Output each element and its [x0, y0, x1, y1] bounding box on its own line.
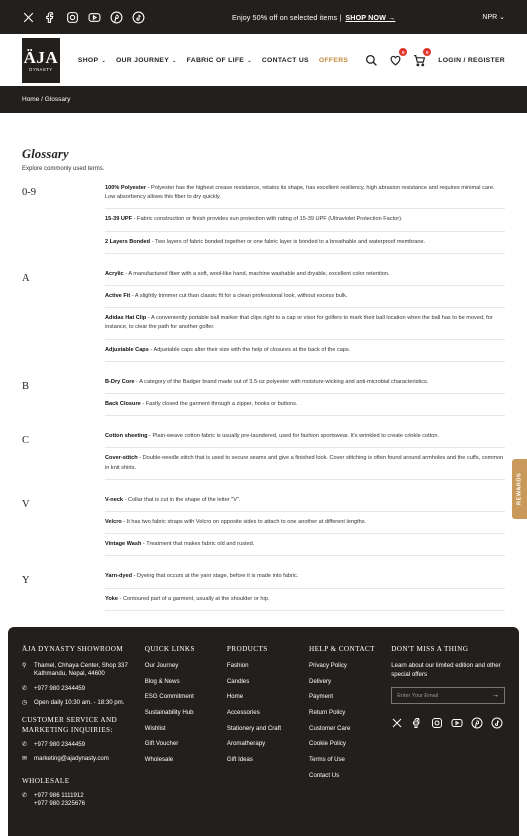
glossary-term	[105, 496, 505, 512]
wholesale-phone-1: +977 986 1111912	[34, 791, 84, 799]
rewards-tab[interactable]: REWARDS	[512, 459, 527, 519]
nav-our-journey[interactable]	[116, 57, 177, 64]
cart-icon	[413, 54, 426, 67]
term-list	[105, 378, 505, 422]
group-letter: V	[22, 498, 30, 510]
term-name: 100% Polyester	[105, 185, 147, 191]
term-description: - Collar that is cut in the shape of the letter "V".	[123, 496, 241, 503]
chevron-down-icon: ⌄	[499, 14, 505, 21]
arrow-right-icon[interactable]: →	[492, 692, 500, 699]
glossary-term	[105, 540, 505, 556]
phone-icon: ✆	[22, 685, 28, 692]
nav-fabric-of-life[interactable]	[187, 57, 252, 64]
search-icon[interactable]	[364, 53, 378, 67]
footer-link[interactable]: Return Policy	[309, 709, 346, 717]
footer-showroom	[22, 645, 145, 836]
term-name: Yoke	[105, 595, 118, 602]
nav-offers[interactable]: OFFERS	[318, 56, 349, 64]
footer-social-links	[391, 716, 505, 734]
glossary-term	[105, 454, 505, 479]
footer-link[interactable]: Cookie Policy	[309, 740, 346, 748]
term-name: 15-39 UPF	[105, 216, 133, 223]
social-links	[22, 11, 145, 24]
glossary-term	[105, 518, 505, 534]
footer-link[interactable]: Aromatherapy	[226, 740, 266, 748]
shop-now-link[interactable]: SHOP NOW →	[345, 12, 396, 22]
term-description: - Adjustable caps alter their size with the help of closures at the back of the caps.	[148, 346, 351, 353]
term-name: Velcro	[105, 519, 122, 526]
instagram-icon[interactable]	[66, 11, 79, 24]
term-name: Adidas Hat Clip	[105, 315, 147, 322]
footer-link[interactable]: Home	[226, 693, 244, 701]
footer-products	[227, 645, 309, 836]
footer-link[interactable]: Sustainability Hub	[144, 709, 194, 717]
group-letter: C	[22, 435, 30, 447]
site-header	[0, 34, 527, 86]
heart-icon	[389, 54, 402, 67]
footer-link[interactable]: Blog & News	[144, 677, 180, 685]
term-name: Back Closure	[105, 401, 141, 408]
term-name: V-neck	[105, 496, 124, 503]
glossary-term	[105, 432, 505, 448]
term-name: Vintage Wash	[105, 541, 142, 548]
tiktok-icon[interactable]	[491, 716, 503, 734]
footer-link[interactable]: Wishlist	[144, 724, 166, 732]
promo-text	[232, 13, 395, 22]
glossary-term	[105, 314, 505, 339]
nav-fabric-of-life-label: FABRIC OF LIFE	[186, 56, 245, 64]
group-letter: B	[22, 380, 30, 392]
footer-link[interactable]: Delivery	[309, 677, 332, 685]
youtube-icon[interactable]	[451, 716, 463, 734]
breadcrumb-text[interactable]: Home / Glossary	[22, 96, 71, 103]
glossary-group	[22, 184, 505, 260]
glossary-group	[22, 496, 505, 563]
cart-count-badge: 0	[423, 48, 431, 56]
header-actions	[364, 49, 505, 67]
footer-help	[309, 645, 391, 836]
footer-link[interactable]: Contact Us	[309, 771, 340, 779]
glossary-term	[105, 215, 505, 231]
footer-newsletter	[391, 645, 505, 836]
page-title: Glossary	[22, 147, 69, 161]
service-heading: CUSTOMER SERVICE AND MARKETING INQUIRIES:	[22, 716, 118, 735]
pinterest-icon[interactable]	[110, 11, 123, 24]
term-name: Cover-stitch	[105, 455, 138, 462]
term-name: Adjustable Caps	[105, 346, 149, 353]
currency-label: NPR	[482, 14, 498, 21]
group-letter: A	[22, 272, 30, 284]
term-description: - Treatment that makes fabric old and rusted.	[141, 541, 255, 548]
term-description: - A slightly trimmer cut than classic fit for a clean professional look, without excess bulk.	[130, 293, 348, 300]
tiktok-icon[interactable]	[132, 11, 145, 24]
term-description: - Fastly closed the garment through a zipper, hooks or buttons.	[140, 401, 298, 408]
footer-link[interactable]: Fashion	[226, 662, 249, 669]
service-phone[interactable]	[22, 741, 145, 749]
x-icon[interactable]	[22, 11, 35, 24]
hours-text: Open daily 10:30 am. - 18:30 pm.	[34, 698, 125, 706]
nav-our-journey-label: OUR JOURNEY	[115, 56, 169, 64]
help-heading: HELP & CONTACT	[309, 645, 375, 653]
glossary-term	[105, 595, 505, 611]
nav-contact-us[interactable]: CONTACT US	[261, 56, 309, 64]
phone-icon: ✆	[22, 792, 28, 799]
term-name: 2 Layers Bonded	[105, 238, 151, 245]
brand-logo[interactable]	[22, 38, 60, 83]
term-name: Cotton sheeting	[105, 433, 148, 440]
nav-shop-label: SHOP	[77, 56, 99, 64]
glossary-term	[105, 270, 505, 286]
term-description: - A category of the Badger brand made out of 3.5-oz polyester with moisture-wicking and anti-microbial characteristics.	[134, 378, 429, 385]
phone-text: +977 980 2344459	[34, 684, 86, 692]
term-name: Yarn-dyed	[105, 573, 133, 580]
term-description: - Fabric construction or finish provides sun protection with rating of 15-39 UPF (Ultraviolet Protection Factor).	[132, 216, 403, 223]
group-letter: 0-9	[22, 187, 36, 198]
address-text: Thamel, Chhaya Center, Shop 337 Kathmandu, Nepal, 44600	[34, 662, 128, 678]
footer-link[interactable]: Wholesale	[144, 756, 174, 764]
glossary-term	[105, 292, 505, 308]
newsletter-text: Learn about our limited edition and other special offers	[391, 662, 501, 678]
newsletter-form	[391, 687, 505, 704]
breadcrumb	[0, 86, 527, 113]
wholesale-heading: WHOLESALE	[22, 776, 70, 785]
term-name: Acrylic	[105, 270, 124, 277]
nav-shop[interactable]	[78, 57, 106, 64]
glossary-term	[105, 184, 505, 209]
footer-link[interactable]: Our Journey	[144, 662, 179, 669]
wishlist-button[interactable]	[388, 49, 405, 67]
wholesale-phones[interactable]	[22, 792, 145, 809]
term-description: - Two layers of fabric bonded together or one fabric layer is bonded to a breathable and waterproof membrane.	[150, 238, 426, 245]
glossary-term	[105, 378, 505, 394]
site-footer	[8, 627, 519, 836]
location-pin-icon: ⚲	[22, 663, 27, 669]
showroom-address	[22, 662, 145, 679]
footer-link[interactable]: Terms of Use	[309, 756, 345, 764]
term-name: Active Fit	[105, 293, 131, 300]
footer-link[interactable]: Privacy Policy	[309, 662, 347, 669]
glossary-term	[105, 346, 505, 362]
showroom-heading: ÄJA DYNASTY SHOWROOM	[22, 645, 124, 653]
footer-link[interactable]: Gift Ideas	[226, 756, 253, 764]
footer-link[interactable]: Stationery and Craft	[226, 724, 282, 732]
term-description: - Double-needle stitch that is used to secure seams and give a finished look. Cover stitching is often found around armholes and the cuffs, common in knit shirts.	[105, 455, 504, 471]
showroom-phone[interactable]	[22, 685, 145, 693]
group-letter: Y	[22, 575, 30, 587]
term-list	[105, 432, 505, 486]
instagram-icon[interactable]	[431, 716, 443, 734]
term-description: - Plain-weave cotton fabric is usually pre-laundered, used for fashion sportswear. It's wrinkled to create crinkle cotton.	[147, 433, 440, 440]
wholesale-phone-2: +977 980 2325676	[34, 800, 86, 808]
email-input[interactable]	[397, 693, 477, 699]
wishlist-count-badge: 0	[399, 48, 407, 56]
x-icon[interactable]	[391, 716, 403, 734]
logo-wordmark: ÄJA	[23, 47, 59, 67]
term-list	[105, 184, 505, 260]
term-name: B-Dry Core	[105, 378, 135, 385]
glossary-term	[105, 400, 505, 416]
wholesale-phone-list	[34, 792, 85, 809]
mail-icon: ✉	[22, 756, 28, 763]
term-description: - A conveniently portable ball marker that clips right to a cap or visor for golfers to mark their ball location when the ball has to be moved, for instance, to clear the path for another golfer.	[105, 315, 493, 331]
footer-link[interactable]: Candles	[226, 677, 250, 685]
products-heading: PRODUCTS	[226, 645, 268, 653]
footer-link[interactable]: Gift Voucher	[144, 740, 179, 748]
facebook-icon[interactable]	[44, 11, 57, 24]
glossary-group	[22, 378, 505, 422]
term-list	[105, 572, 505, 616]
term-description: - It has two fabric straps with Velcro on opposite sides to attach to one another at different lengths.	[121, 519, 367, 526]
glossary-group	[22, 432, 505, 486]
promo-message: Enjoy 50% off on selected items |	[231, 12, 342, 22]
service-phone-text: +977 980 2344459	[34, 741, 86, 749]
login-register-link[interactable]: LOGIN / REGISTER	[438, 56, 505, 64]
term-list	[105, 496, 505, 563]
service-email[interactable]	[22, 755, 145, 763]
glossary-term	[105, 238, 505, 254]
main-nav	[78, 57, 348, 64]
glossary-groups	[22, 184, 505, 617]
announcement-bar	[0, 0, 527, 34]
showroom-hours	[22, 699, 145, 707]
page-subtitle: Explore commonly used terms.	[22, 166, 105, 172]
footer-link[interactable]: Customer Care	[309, 724, 351, 732]
logo-subtitle: DYNASTY	[29, 66, 53, 72]
newsletter-heading: DON'T MISS A THING	[391, 645, 469, 653]
glossary-content	[0, 147, 527, 617]
youtube-icon[interactable]	[88, 11, 101, 24]
chevron-down-icon: ⌄	[101, 57, 106, 64]
footer-quick-links	[145, 645, 227, 836]
cart-button[interactable]	[412, 49, 429, 67]
term-description: - Polyester has the highest crease resistance, retains its shape, has excellent resiliency, high abrasion resistance and requires minimal care. Low absorbency allows this fiber to dry quickly.	[105, 185, 495, 201]
phone-icon: ✆	[22, 742, 28, 749]
footer-link[interactable]: Payment	[309, 693, 334, 701]
term-description: - Dyeing that occurs at the yarn stage, before it is made into fabric.	[132, 573, 299, 580]
clock-icon: ◷	[22, 699, 28, 706]
glossary-group	[22, 270, 505, 368]
footer-link[interactable]: Accessories	[226, 709, 260, 717]
service-email-text: marketing@ajadynasty.com	[34, 755, 109, 763]
glossary-term	[105, 572, 505, 588]
term-description: - Contoured part of a garment, usually at the shoulder or hip.	[117, 595, 270, 602]
quick-links-heading: QUICK LINKS	[144, 645, 195, 653]
facebook-icon[interactable]	[411, 716, 423, 734]
term-list	[105, 270, 505, 368]
chevron-down-icon: ⌄	[172, 57, 177, 64]
glossary-group	[22, 572, 505, 616]
currency-selector[interactable]	[482, 13, 505, 21]
chevron-down-icon: ⌄	[247, 57, 252, 64]
footer-link[interactable]: ESG Commitment	[144, 693, 194, 701]
term-description: - A manufactured fiber with a soft, wool-like hand, machine washable and dryable, excellent color retention.	[123, 270, 390, 277]
pinterest-icon[interactable]	[471, 716, 483, 734]
